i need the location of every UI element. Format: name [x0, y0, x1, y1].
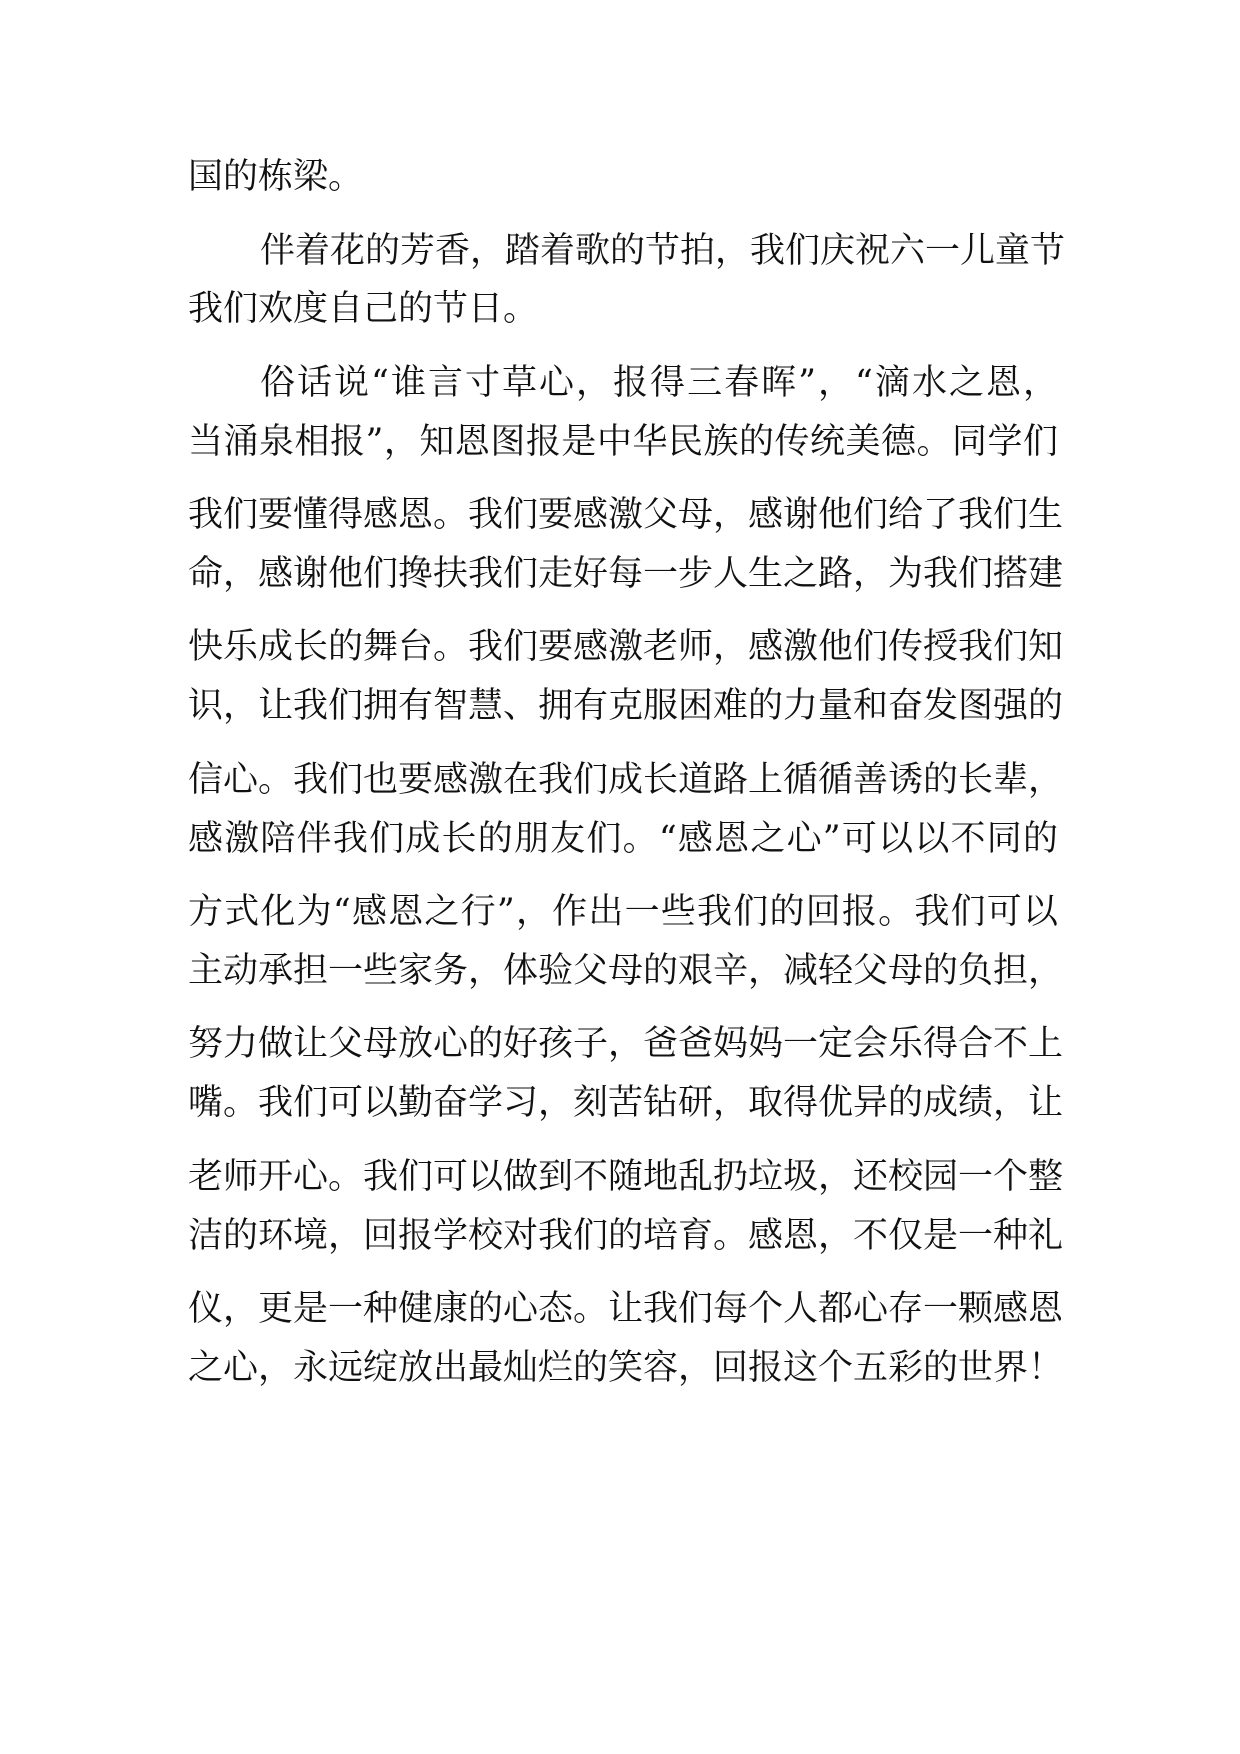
text-line: 方式化为“感恩之行”，作出一些我们的回报。我们可以	[188, 892, 1058, 932]
text-line: 俗话说“谁言寸草心，报得三春晖”，“滴水之恩，	[260, 363, 1058, 403]
text-line: 洁的环境，回报学校对我们的培育。感恩，不仅是一种礼	[188, 1216, 1064, 1256]
text-line: 当涌泉相报”，知恩图报是中华民族的传统美德。同学们	[188, 422, 1058, 462]
text-line: 快乐成长的舞台。我们要感激老师，感激他们传授我们知	[188, 627, 1064, 667]
text-line: 仪，更是一种健康的心态。让我们每个人都心存一颗感恩	[188, 1289, 1064, 1329]
text-line: 国的栋梁。	[188, 157, 364, 197]
text-line: 我们欢度自己的节日。	[188, 289, 539, 329]
text-line: 努力做让父母放心的好孩子，爸爸妈妈一定会乐得合不上	[188, 1024, 1064, 1064]
text-line: 我们要懂得感恩。我们要感激父母，感谢他们给了我们生	[188, 495, 1064, 535]
text-line: 之心，永远绽放出最灿烂的笑容，回报这个五彩的世界！	[188, 1348, 1064, 1388]
text-line: 识，让我们拥有智慧、拥有克服困难的力量和奋发图强的	[188, 686, 1064, 726]
text-line: 主动承担一些家务，体验父母的艰辛，减轻父母的负担，	[188, 951, 1064, 991]
text-line: 命，感谢他们搀扶我们走好每一步人生之路，为我们搭建	[188, 554, 1064, 594]
text-line: 感激陪伴我们成长的朋友们。“感恩之心”可以以不同的	[188, 819, 1058, 859]
text-line: 嘴。我们可以勤奋学习，刻苦钻研，取得优异的成绩，让	[188, 1083, 1064, 1123]
text-line: 伴着花的芳香，踏着歌的节拍，我们庆祝六一儿童节	[260, 231, 1066, 271]
text-line: 信心。我们也要感激在我们成长道路上循循善诱的长辈，	[188, 760, 1064, 800]
text-line: 老师开心。我们可以做到不随地乱扔垃圾，还校园一个整	[188, 1157, 1064, 1197]
